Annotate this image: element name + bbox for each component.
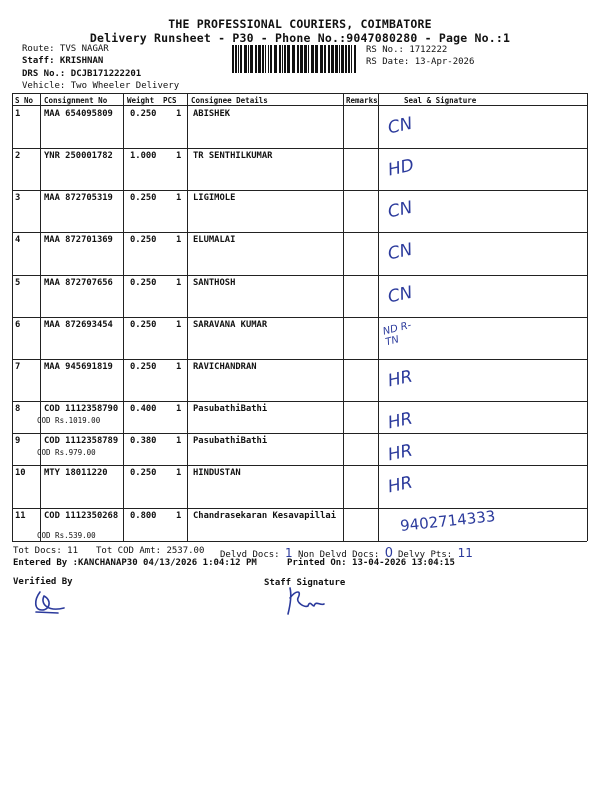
barcode-bar [348, 45, 350, 73]
row-consignee: HINDUSTAN [193, 468, 241, 478]
row-seal-signature-mark: HR [386, 408, 415, 434]
row-pcs: 1 [176, 320, 182, 330]
vehicle-label: Vehicle: Two Wheeler Delivery [22, 81, 180, 91]
barcode-bar [292, 45, 295, 73]
barcode-bar [304, 45, 307, 73]
row-pcs: 1 [176, 362, 182, 372]
delivery-points-label: Delvy Pts: [398, 550, 453, 560]
row-sno: 10 [15, 468, 26, 478]
row-sno: 9 [15, 436, 21, 446]
barcode-bar [351, 45, 352, 73]
row-consignee: PasubathiBathi [193, 404, 268, 414]
barcode-bar [248, 45, 249, 73]
row-sno: 11 [15, 511, 26, 521]
barcode-bar [268, 45, 269, 73]
col-consignment: Consignment No [44, 96, 108, 105]
row-pcs: 1 [176, 235, 182, 245]
row-cod-amount: COD Rs.1019.00 [37, 416, 101, 425]
printed-on: Printed On: 13-04-2026 13:04:15 [287, 558, 455, 568]
barcode-bar [265, 45, 266, 73]
barcode-bar [315, 45, 318, 73]
row-pcs: 1 [176, 151, 182, 161]
row-weight: 0.250 [130, 235, 157, 245]
row-seal-signature-mark: HR [386, 472, 415, 498]
barcode-bar [262, 45, 264, 73]
barcode-bar [354, 45, 356, 73]
row-cod-amount: COD Rs.979.00 [37, 448, 96, 457]
barcode-bar [255, 45, 257, 73]
row-consignment-no: MAA 654095809 [44, 109, 113, 119]
row-seal-signature-mark: 9402714333 [399, 507, 497, 535]
row-sno: 7 [15, 362, 21, 372]
barcode-bar [339, 45, 340, 73]
row-consignee: Chandrasekaran Kesavapillai [193, 511, 336, 521]
row-pcs: 1 [176, 468, 182, 478]
rs-number: RS No.: 1712222 [366, 45, 448, 55]
row-seal-signature-mark: HR [386, 366, 415, 392]
row-weight: 0.250 [130, 278, 157, 288]
staff-signature-label: Staff Signature [264, 578, 346, 588]
col-weight: Weight [127, 96, 155, 105]
row-sno: 1 [15, 109, 21, 119]
row-weight: 0.400 [130, 404, 157, 414]
total-docs: Tot Docs: 11 [13, 546, 79, 556]
col-pcs: PCS [163, 96, 177, 105]
row-weight: 0.800 [130, 511, 157, 521]
row-consignment-no: MAA 872705319 [44, 193, 113, 203]
barcode-bar [297, 45, 299, 73]
row-consignment-no: MAA 872693454 [44, 320, 113, 330]
barcode-bar [238, 45, 239, 73]
row-pcs: 1 [176, 511, 182, 521]
row-consignment-no: MAA 945691819 [44, 362, 113, 372]
row-consignee: SARAVANA KUMAR [193, 320, 268, 330]
row-seal-signature-mark: HD [386, 155, 416, 181]
row-sno: 4 [15, 235, 21, 245]
row-consignment-no: COD 1112358790 [44, 404, 119, 414]
entered-by: Entered By :KANCHANAP30 04/13/2026 1:04:12 PM [13, 558, 257, 568]
company-title: THE PROFESSIONAL COURIERS, COIMBATORE [168, 17, 432, 31]
row-consignment-no: YNR 250001782 [44, 151, 113, 161]
delivery-points-handwritten: 11 [457, 546, 473, 560]
barcode-bar [284, 45, 286, 73]
barcode-bar [320, 45, 323, 73]
barcode-bar [240, 45, 242, 73]
row-sno: 5 [15, 278, 21, 288]
col-seal-signature: Seal & Signature [404, 96, 477, 105]
barcode-bar [235, 45, 237, 73]
row-weight: 0.250 [130, 109, 157, 119]
barcode-bar [300, 45, 303, 73]
row-sno: 2 [15, 151, 21, 161]
barcode-image [232, 45, 360, 73]
row-consignee: LIGIMOLE [193, 193, 236, 203]
row-pcs: 1 [176, 278, 182, 288]
delivered-docs-label: Delvd Docs: [220, 550, 280, 560]
barcode-bar [341, 45, 344, 73]
barcode-bar [335, 45, 338, 73]
barcode-bar [274, 45, 277, 73]
drs-value: DCJB171222201 [70, 69, 142, 79]
non-delivered-docs-handwritten: 0 [384, 546, 393, 561]
verified-by-signature [30, 586, 70, 616]
col-consignee: Consignee Details [191, 96, 268, 105]
runsheet-subtitle: Delivery Runsheet - P30 - Phone No.:9047080280 - Page No.:1 [89, 31, 511, 45]
row-seal-signature-mark: ND R-TN [381, 319, 413, 349]
row-weight: 0.250 [130, 320, 157, 330]
row-weight: 1.000 [130, 151, 157, 161]
barcode-bar [331, 45, 334, 73]
row-consignment-no: MTY 18011220 [44, 468, 108, 478]
row-consignee: TR SENTHILKUMAR [193, 151, 273, 161]
row-pcs: 1 [176, 436, 182, 446]
barcode-bar [258, 45, 261, 73]
row-pcs: 1 [176, 109, 182, 119]
row-sno: 6 [15, 320, 21, 330]
delivered-docs-handwritten: 1 [285, 546, 293, 560]
staff-label: Staff: KRISHNAN [22, 56, 104, 66]
barcode-bar [308, 45, 309, 73]
col-remarks: Remarks [346, 96, 378, 105]
barcode-bar [311, 45, 314, 73]
total-cod-amount: Tot COD Amt: 2537.00 [96, 546, 205, 556]
row-weight: 0.250 [130, 468, 157, 478]
barcode-bar [287, 45, 290, 73]
route-label: Route: TVS NAGAR [22, 44, 109, 54]
row-consignee: ELUMALAI [193, 235, 236, 245]
row-weight: 0.250 [130, 193, 157, 203]
row-consignee: ABISHEK [193, 109, 231, 119]
row-seal-signature-mark: HR [386, 440, 415, 466]
barcode-bar [232, 45, 234, 73]
row-cod-amount: COD Rs.539.00 [37, 531, 96, 540]
non-delivered-docs-label: Non Delvd Docs: [298, 550, 380, 560]
row-consignee: RAVICHANDRAN [193, 362, 257, 372]
barcode-bar [244, 45, 247, 73]
barcode-bar [250, 45, 253, 73]
row-weight: 0.250 [130, 362, 157, 372]
barcode-bar [324, 45, 326, 73]
row-consignment-no: COD 1112358789 [44, 436, 119, 446]
staff-signature [284, 584, 334, 616]
verified-by-label: Verified By [13, 577, 73, 587]
row-consignment-no: MAA 872707656 [44, 278, 113, 288]
drs-number [22, 69, 141, 79]
row-consignee: PasubathiBathi [193, 436, 268, 446]
rs-date: RS Date: 13-Apr-2026 [366, 57, 475, 67]
barcode-bar [328, 45, 330, 73]
row-seal-signature-mark: CN [386, 282, 415, 308]
row-consignment-no: COD 1112350268 [44, 511, 119, 521]
drs-label: DRS No.: [22, 69, 66, 79]
barcode-bar [282, 45, 283, 73]
row-pcs: 1 [176, 404, 182, 414]
col-sno: S No [15, 96, 34, 105]
row-consignment-no: MAA 872701369 [44, 235, 113, 245]
row-sno: 3 [15, 193, 21, 203]
barcode-bar [279, 45, 281, 73]
row-seal-signature-mark: CN [386, 239, 415, 265]
row-consignee: SANTHOSH [193, 278, 236, 288]
row-pcs: 1 [176, 193, 182, 203]
barcode-bar [270, 45, 272, 73]
row-seal-signature-mark: CN [386, 197, 415, 223]
row-weight: 0.380 [130, 436, 157, 446]
row-sno: 8 [15, 404, 21, 414]
barcode-bar [345, 45, 347, 73]
row-seal-signature-mark: CN [386, 113, 415, 139]
